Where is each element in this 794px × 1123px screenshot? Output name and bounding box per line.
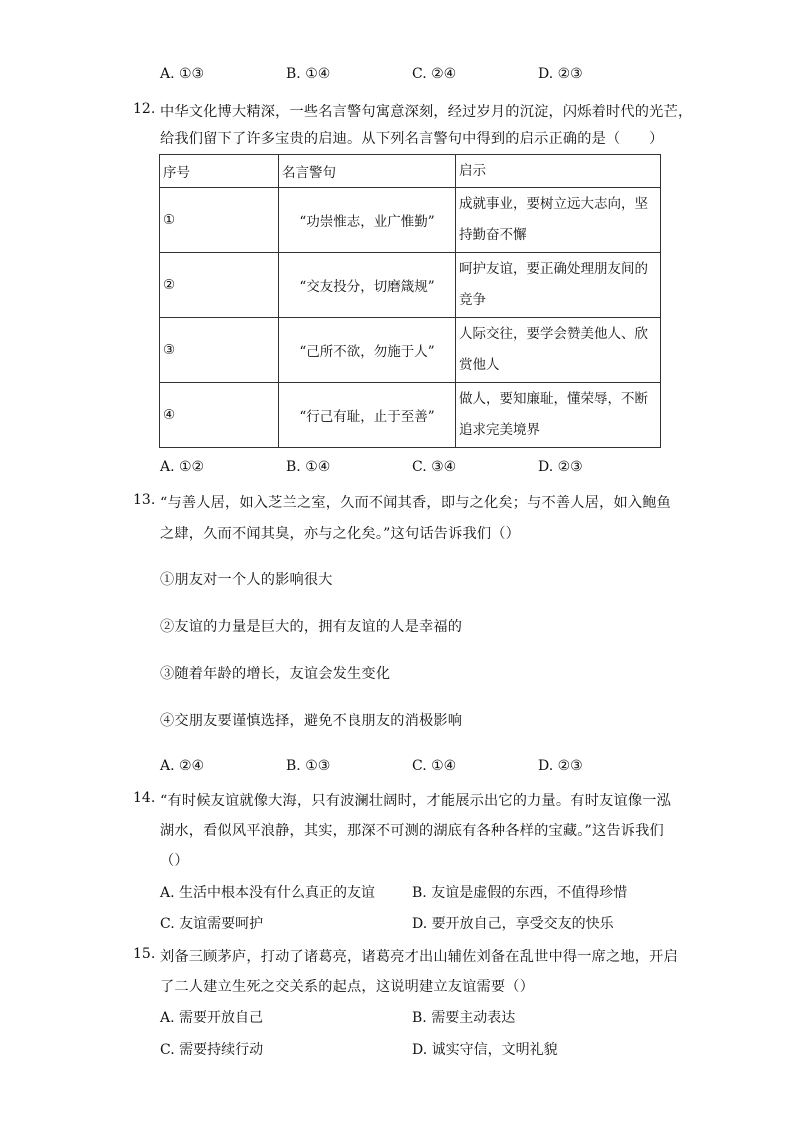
q12-table-header [160,155,661,188]
table-row [160,188,661,253]
q12-row-insight: 做人，要知廉耻，懂荣辱，不断追求完美境界 [456,383,661,448]
table-row [160,318,661,383]
q12-row-quote: “交友投分，切磨箴规” [279,253,456,318]
q11-option-b: B. ①④ [286,66,331,82]
q14-option-c: C. 友谊需要呵护 [160,916,264,932]
q11-option-d: D. ②③ [538,66,583,82]
q12-row-number: ③ [160,318,279,383]
q15-stem-line-1: 刘备三顾茅庐，打动了诸葛亮，诸葛亮才出山辅佐刘备在乱世中得一席之地，开启 [160,949,678,965]
q12-header-quote: 名言警句 [279,155,456,188]
q14-number: 14. [133,790,156,806]
q12-row-number: ① [160,188,279,253]
q11-option-c: C. ②④ [412,66,457,82]
q13-statement-4: ④交朋友要谨慎选择，避免不良朋友的消极影响 [160,713,463,729]
q14-option-b: B. 友谊是虚假的东西，不值得珍惜 [412,885,628,901]
q13-option-a: A. ②④ [160,758,205,774]
q13-option-c: C. ①④ [412,758,457,774]
q11-option-a: A. ①③ [160,66,205,82]
q12-row-insight: 呵护友谊，要正确处理朋友间的竞争 [456,253,661,318]
q13-statement-1: ①朋友对一个人的影响很大 [160,572,333,588]
q12-row-number: ② [160,253,279,318]
q14-stem-line-1: “有时候友谊就像大海，只有波澜壮阔时，才能展示出它的力量。有时友谊像一泓 [160,793,672,809]
q15-option-a: A. 需要开放自己 [160,1010,264,1026]
q15-option-d: D. 诚实守信，文明礼貌 [412,1042,558,1058]
q15-number: 15. [133,946,156,962]
q12-option-a: A. ①② [160,459,205,475]
q13-stem-line-2: 之肆，久而不闻其臭，亦与之化矣。”这句话告诉我们（） [160,526,521,542]
q15-option-c: C. 需要持续行动 [160,1042,264,1058]
q12-row-number: ④ [160,383,279,448]
q12-row-quote: “功崇惟志，业广惟勤” [279,188,456,253]
q13-number: 13. [133,492,156,508]
q12-header-number: 序号 [160,155,279,188]
q12-header-insight: 启示 [456,155,661,188]
q12-row-quote: “行己有耻，止于至善” [279,383,456,448]
q14-option-a: A. 生活中根本没有什么真正的友谊 [160,885,376,901]
q12-option-b: B. ①④ [286,459,331,475]
q13-option-d: D. ②③ [538,758,583,774]
table-row [160,383,661,448]
q15-stem-line-2: 了二人建立生死之交关系的起点，这说明建立友谊需要（） [160,979,535,995]
q12-row-insight: 人际交往，要学会赞美他人、欣赏他人 [456,318,661,383]
q12-row-insight: 成就事业，要树立远大志向，坚持勤奋不懈 [456,188,661,253]
q12-stem-line-1: 中华文化博大精深，一些名言警句寓意深刻，经过岁月的沉淀，闪烁着时代的光芒， [160,104,693,120]
q12-stem-line-2: 给我们留下了许多宝贵的启迪。从下列名言警句中得到的启示正确的是（ ） [160,131,664,147]
q12-row-quote: “己所不欲，勿施于人” [279,318,456,383]
q13-option-b: B. ①③ [286,758,331,774]
q14-stem-line-3: （） [160,853,189,869]
q12-number: 12. [133,101,156,117]
q12-option-c: C. ③④ [412,459,457,475]
q13-statement-2: ②友谊的力量是巨大的，拥有友谊的人是幸福的 [160,619,463,635]
q12-option-d: D. ②③ [538,459,583,475]
q15-option-b: B. 需要主动表达 [412,1010,516,1026]
q14-stem-line-2: 湖水，看似风平浪静，其实，那深不可测的湖底有各种各样的宝藏。”这告诉我们 [160,823,664,839]
q13-statement-3: ③随着年龄的增长，友谊会发生变化 [160,666,391,682]
q13-stem-line-1: “与善人居，如入芝兰之室，久而不闻其香，即与之化矣；与不善人居，如入鲍鱼 [160,495,672,511]
q14-option-d: D. 要开放自己，享受交友的快乐 [412,916,614,932]
table-row [160,253,661,318]
q12-table [159,154,661,448]
